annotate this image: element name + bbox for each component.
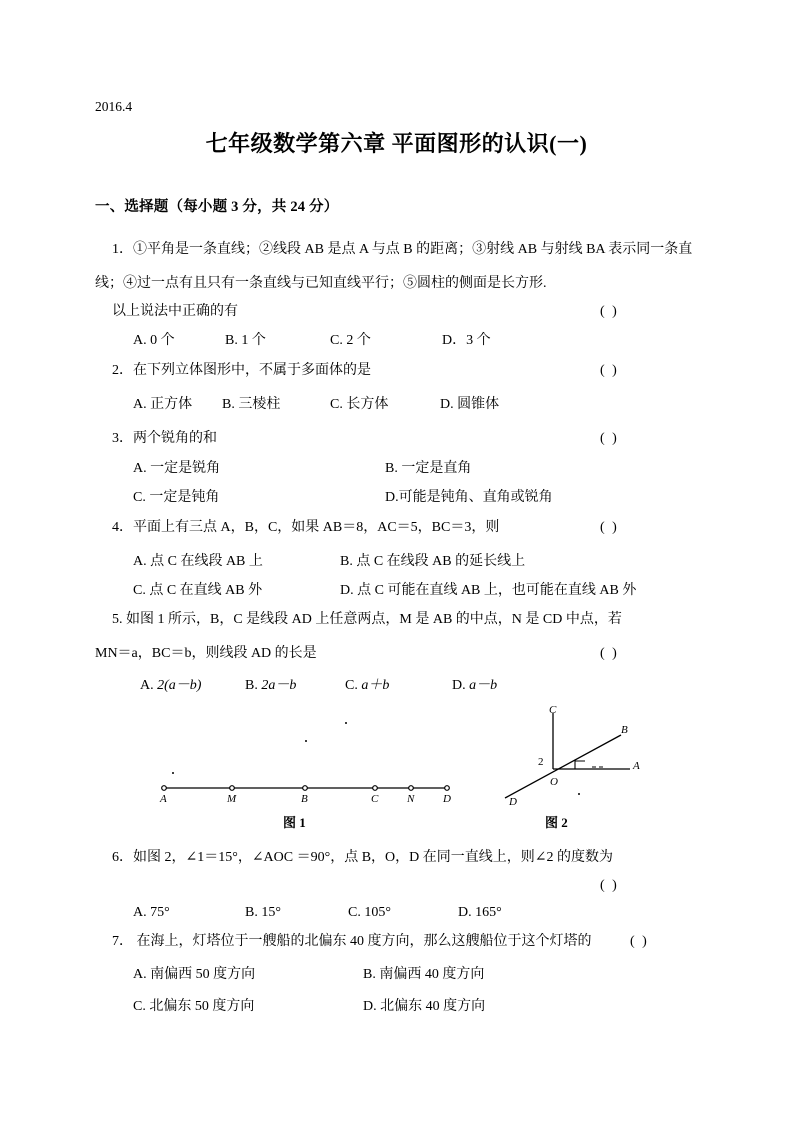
question-7-option-b[interactable]: B. 南偏西 40 度方向	[363, 967, 485, 982]
question-6-option-b[interactable]: B. 15°	[245, 905, 281, 920]
question-5-option-c-expr: a＋b	[361, 678, 390, 693]
question-5-option-a-letter: A.	[140, 678, 154, 693]
question-4-answer-blank[interactable]: ( )	[600, 520, 619, 535]
question-5-option-d-letter: D.	[452, 678, 466, 693]
figure-2-line-dob	[505, 735, 621, 798]
figure-1-point-d	[445, 786, 450, 791]
question-4-option-d[interactable]: D. 点 C 可能在直线 AB 上，也可能在直线 AB 外	[340, 583, 637, 598]
figure-1-point-n	[409, 786, 414, 791]
question-5-option-d-expr: a－b	[469, 678, 498, 693]
question-7-answer-blank[interactable]: ( )	[630, 934, 649, 949]
question-6-option-a[interactable]: A. 75°	[133, 905, 170, 920]
question-3-option-b[interactable]: B. 一定是直角	[385, 461, 472, 476]
page-title: 七年级数学第六章 平面图形的认识(一)	[205, 131, 588, 156]
question-2-option-d[interactable]: D. 圆锥体	[440, 397, 500, 412]
section-heading: 一、选择题（每小题 3 分，共 24 分）	[95, 199, 339, 215]
figure-1	[155, 770, 465, 820]
question-4-option-a[interactable]: A. 点 C 在线段 AB 上	[133, 554, 263, 569]
question-5-option-c[interactable]	[345, 679, 389, 693]
figure-1-label-a: A	[160, 793, 167, 805]
figure-1-label-d: D	[443, 793, 451, 805]
question-5-stem-line-1: 5. 如图 1 所示，B，C 是线段 AD 上任意两点，M 是 AB 的中点，N 是 CD 中点，若	[112, 612, 622, 627]
question-3-answer-blank[interactable]: ( )	[600, 431, 619, 446]
figure-2-label-c: C	[549, 704, 557, 716]
question-7-option-c[interactable]: C. 北偏东 50 度方向	[133, 999, 255, 1014]
question-3-stem: 3．两个锐角的和	[112, 431, 217, 446]
question-5-option-a[interactable]	[140, 679, 201, 693]
question-5-option-a-expr: 2(a－b)	[157, 678, 202, 693]
question-2-stem: 2．在下列立体图形中，不属于多面体的是	[112, 363, 371, 378]
figure-1-point-a	[162, 786, 167, 791]
figure-2-label-a: A	[633, 760, 640, 772]
figure-1-point-c	[373, 786, 378, 791]
question-3-option-c[interactable]: C. 一定是钝角	[133, 490, 220, 505]
question-4-option-b[interactable]: B. 点 C 在线段 AB 的延长线上	[340, 554, 526, 569]
figure-2-label-d: D	[509, 796, 517, 808]
question-5-option-c-letter: C.	[345, 678, 358, 693]
figure-1-caption: 图 1	[283, 815, 306, 830]
figure-1-label-m: M	[227, 793, 237, 805]
question-6-answer-blank[interactable]: ( )	[600, 878, 619, 893]
question-3-option-a[interactable]: A. 一定是锐角	[133, 461, 221, 476]
figure-2-angle-1-mark	[575, 761, 585, 769]
question-2-option-a[interactable]: A. 正方体	[133, 397, 193, 412]
figure-1-label-c: C	[371, 793, 379, 805]
question-7-option-d[interactable]: D. 北偏东 40 度方向	[363, 999, 486, 1014]
figure-2-label-b: B	[621, 724, 628, 736]
figure-1-svg	[155, 770, 465, 820]
question-5-option-d[interactable]	[452, 679, 497, 693]
scan-artifact-dot-4	[578, 793, 580, 795]
figure-2-caption: 图 2	[545, 815, 568, 830]
figure-2-label-o: O	[550, 776, 558, 788]
question-2-answer-blank[interactable]: ( )	[600, 363, 619, 378]
question-6-stem: 6．如图 2，∠1＝15°，∠AOC ＝90°，点 B，O，D 在同一直线上，则∠2 的度数为	[112, 850, 614, 865]
question-1-answer-blank[interactable]: ( )	[600, 304, 619, 319]
question-5-option-b[interactable]	[245, 679, 296, 693]
question-1-option-a[interactable]: A. 0 个	[133, 333, 175, 348]
question-7-option-a[interactable]: A. 南偏西 50 度方向	[133, 967, 256, 982]
question-1-stem-line-3: 以上说法中正确的有	[112, 304, 238, 319]
figure-1-label-b: B	[301, 793, 308, 805]
question-5-stem-line-2: MN＝a，BC＝b，则线段 AD 的长是	[95, 646, 317, 661]
figure-2-svg	[495, 705, 645, 810]
question-6-option-d[interactable]: D. 165°	[458, 905, 502, 920]
figure-2	[495, 705, 645, 810]
figure-1-point-m	[230, 786, 235, 791]
figure-2-angle-2-label: 2	[538, 756, 544, 768]
question-1-option-d[interactable]: D．3 个	[442, 333, 491, 348]
question-4-option-c[interactable]: C. 点 C 在直线 AB 外	[133, 583, 263, 598]
question-1-option-c[interactable]: C. 2 个	[330, 333, 371, 348]
question-2-option-b[interactable]: B. 三棱柱	[222, 397, 281, 412]
question-6-option-c[interactable]: C. 105°	[348, 905, 391, 920]
scan-artifact-dot-2	[305, 740, 307, 742]
figure-1-point-b	[303, 786, 308, 791]
question-4-stem: 4．平面上有三点 A，B，C，如果 AB＝8，AC＝5，BC＝3，则	[112, 520, 500, 535]
question-5-answer-blank[interactable]: ( )	[600, 646, 619, 661]
question-1-stem-line-1: 1．①平角是一条直线；②线段 AB 是点 A 与点 B 的距离；③射线 AB 与射线 BA 表示同一条直	[112, 242, 693, 257]
document-date: 2016.4	[95, 99, 133, 114]
figure-1-label-n: N	[407, 793, 415, 805]
question-1-stem-line-2: 线；④过一点有且只有一条直线与已知直线平行；⑤圆柱的侧面是长方形.	[95, 276, 547, 291]
question-2-option-c[interactable]: C. 长方体	[330, 397, 389, 412]
question-3-option-d[interactable]: D.可能是钝角、直角或锐角	[385, 490, 553, 505]
question-1-option-b[interactable]: B. 1 个	[225, 333, 266, 348]
question-7-stem: 7． 在海上，灯塔位于一艘船的北偏东 40 度方向，那么这艘船位于这个灯塔的	[112, 934, 592, 949]
question-5-option-b-letter: B.	[245, 678, 258, 693]
scan-artifact-dot-1	[345, 722, 347, 724]
question-5-option-b-expr: 2a－b	[261, 678, 297, 693]
